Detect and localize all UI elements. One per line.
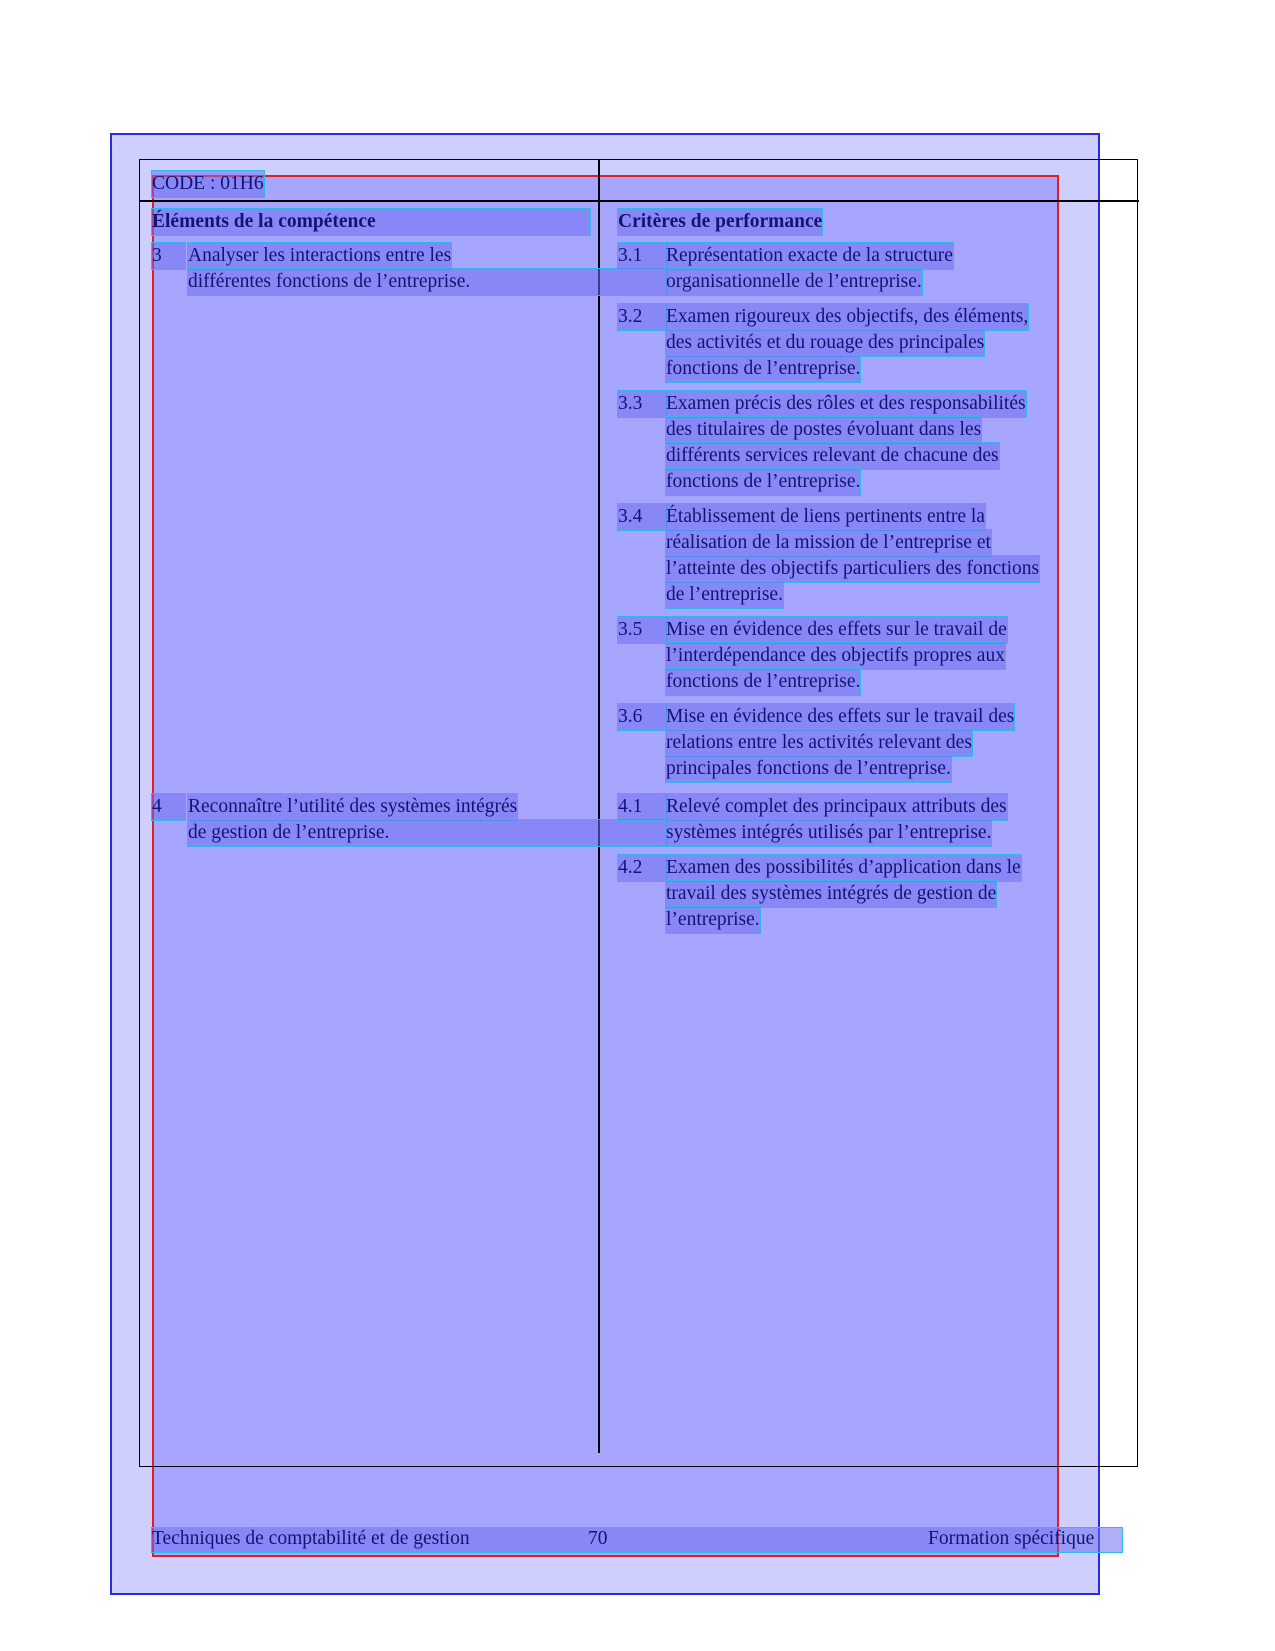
criterion-line: Examen des possibilités d’application dans le — [666, 855, 1021, 881]
criterion-line: Établissement de liens pertinents entre la — [666, 504, 985, 530]
footer-program: Techniques de comptabilité et de gestion — [152, 1528, 470, 1549]
column-divider — [598, 159, 600, 1453]
right-column-title: Critères de performance — [618, 209, 822, 235]
criterion-line: Relevé complet des principaux attributs des — [666, 794, 1007, 820]
criterion-number: 3.3 — [618, 391, 666, 417]
criterion-line: Examen rigoureux des objectifs, des éléments, — [666, 304, 1028, 330]
criterion-number: 3.1 — [618, 243, 666, 269]
criterion-line: l’atteinte des objectifs particuliers des fonctions — [666, 556, 1039, 582]
doc-code: CODE : 01H6 — [152, 171, 264, 197]
criterion-line: des activités et du rouage des principales — [666, 330, 984, 356]
header-rule — [139, 200, 1139, 202]
criterion-line: l’interdépendance des objectifs propres aux — [666, 643, 1005, 669]
criterion-number: 3.4 — [618, 504, 666, 530]
criterion-line: systèmes intégrés utilisés par l’entreprise. — [666, 820, 991, 846]
criterion-line: des titulaires de postes évoluant dans les — [666, 417, 981, 443]
criterion-line: relations entre les activités relevant des — [666, 730, 972, 756]
criterion-line: de l’entreprise. — [666, 582, 783, 608]
criterion-line: Examen précis des rôles et des responsabilités — [666, 391, 1026, 417]
criterion-line: Mise en évidence des effets sur le travail des — [666, 704, 1014, 730]
footer-page-number: 70 — [588, 1528, 608, 1549]
left-column-title: Éléments de la compétence — [152, 209, 590, 235]
criterion-line: principales fonctions de l’entreprise. — [666, 756, 951, 782]
element-line: Reconnaître l’utilité des systèmes intégrés — [188, 794, 517, 820]
criterion-number: 3.6 — [618, 704, 666, 730]
element-line: de gestion de l’entreprise. — [188, 820, 666, 846]
criterion-line: fonctions de l’entreprise. — [666, 669, 860, 695]
criterion-line: fonctions de l’entreprise. — [666, 469, 860, 495]
criterion-line: Mise en évidence des effets sur le travail de — [666, 617, 1007, 643]
criterion-line: l’entreprise. — [666, 907, 760, 933]
element-number: 3 — [152, 243, 185, 269]
criterion-line: Représentation exacte de la structure — [666, 243, 953, 269]
criterion-number: 4.1 — [618, 794, 666, 820]
criterion-line: réalisation de la mission de l’entreprise et — [666, 530, 991, 556]
element-line: différentes fonctions de l’entreprise. — [188, 269, 666, 295]
element-line: Analyser les interactions entre les — [188, 243, 451, 269]
criterion-number: 4.2 — [618, 855, 666, 881]
criterion-number: 3.5 — [618, 617, 666, 643]
element-number: 4 — [152, 794, 185, 820]
criterion-line: travail des systèmes intégrés de gestion de — [666, 881, 996, 907]
criterion-line: organisationnelle de l’entreprise. — [666, 269, 922, 295]
criterion-number: 3.2 — [618, 304, 666, 330]
footer-section: Formation spécifique — [928, 1528, 1095, 1549]
criterion-line: différents services relevant de chacune des — [666, 443, 999, 469]
criterion-line: fonctions de l’entreprise. — [666, 356, 860, 382]
